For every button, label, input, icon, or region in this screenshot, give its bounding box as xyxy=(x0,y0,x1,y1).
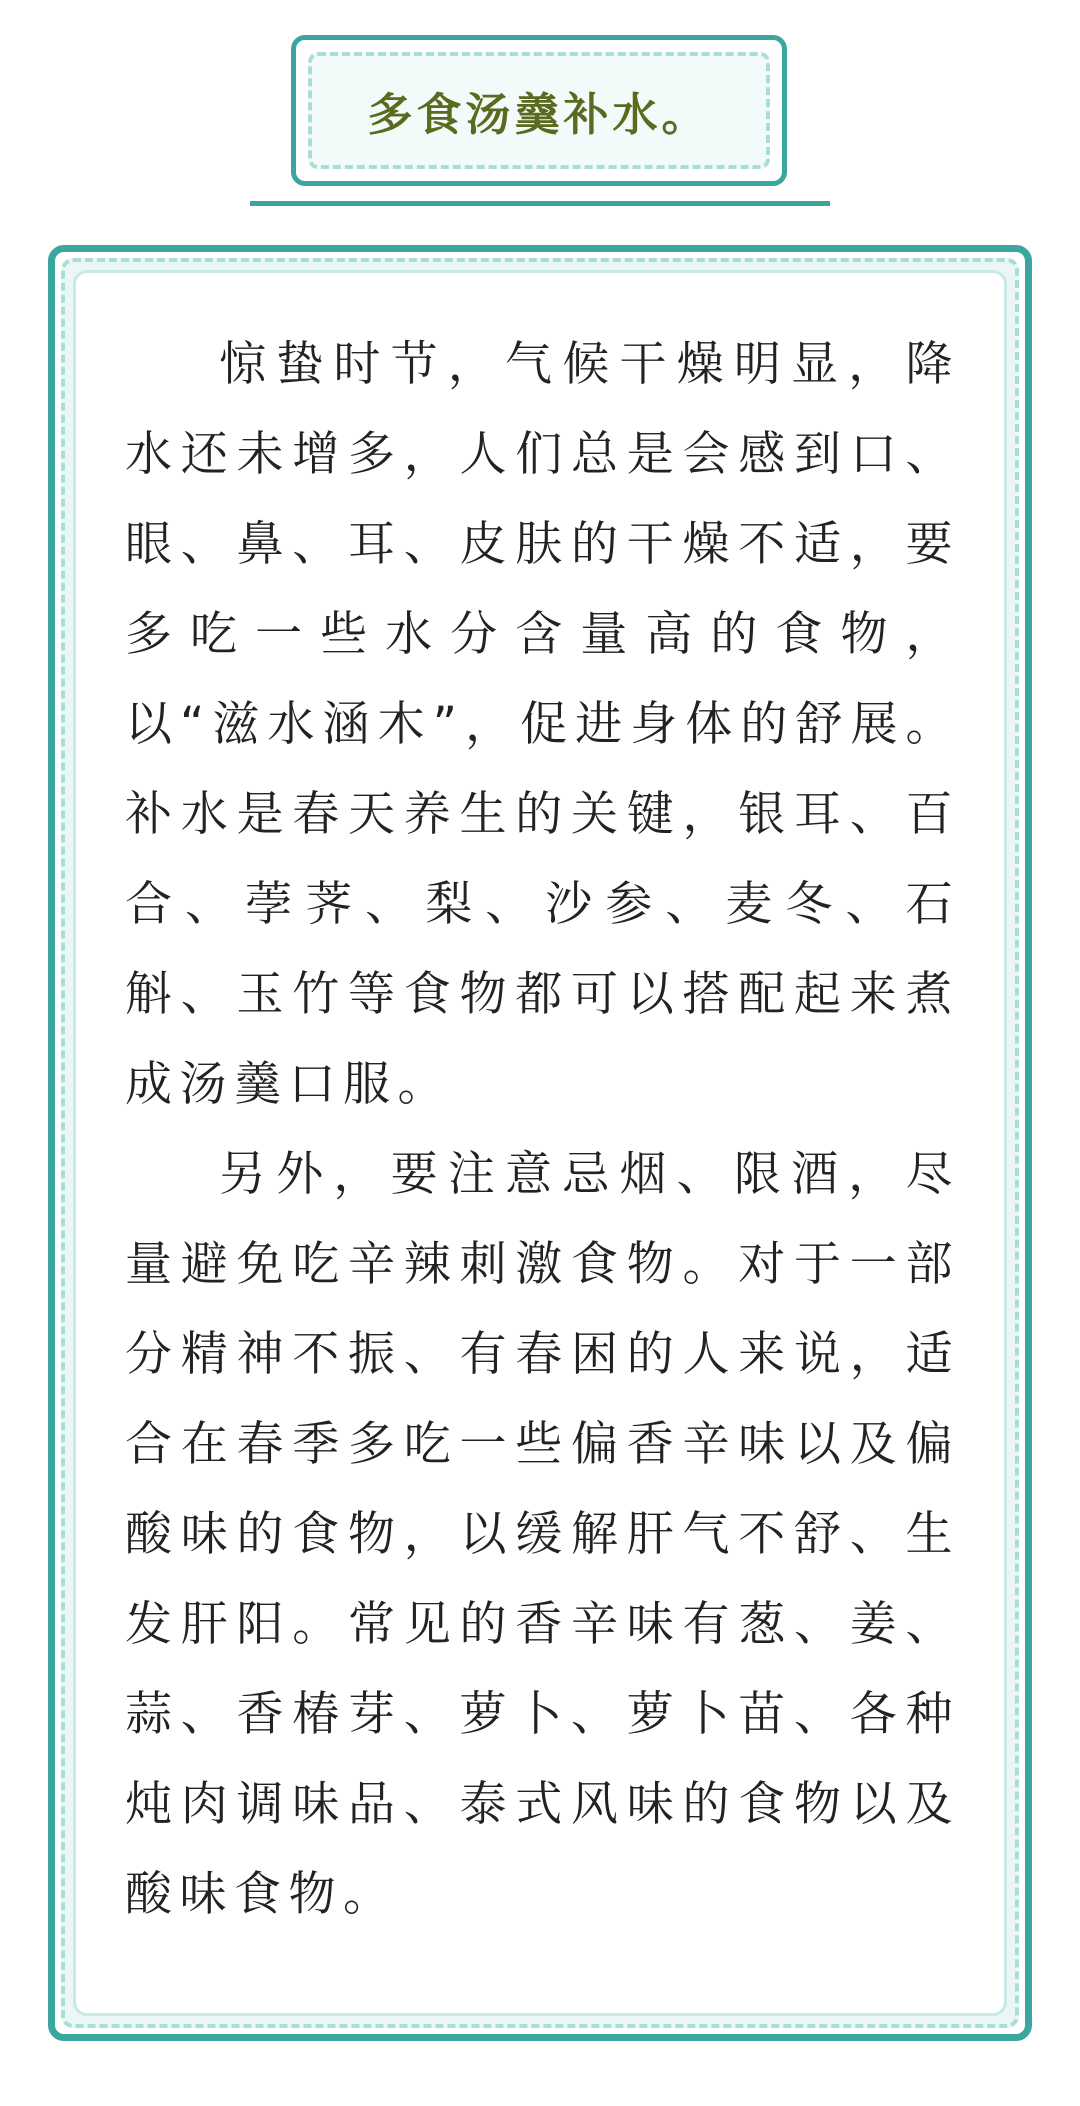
title-underline xyxy=(250,201,830,206)
article-body xyxy=(125,320,960,1940)
section-title: 多食汤羹补水。 xyxy=(367,88,711,141)
article-paragraph-1: 惊蛰时节，气候干燥明显，降水还未增多，人们总是会感到口、眼、鼻、耳、皮肤的干燥不适，要多吃一些水分含量高的食物，以“滋水涵木”，促进身体的舒展。补水是春天养生的关键，银耳、百合、荸荠、梨、沙参、麦冬、石斛、玉竹等食物都可以搭配起来煮成汤羹口服。 xyxy=(125,337,960,1112)
title-box xyxy=(291,35,787,186)
title-box-inner xyxy=(308,52,770,169)
article-paragraph-2: 另外，要注意忌烟、限酒，尽量避免吃辛辣刺激食物。对于一部分精神不振、有春困的人来说，适合在春季多吃一些偏香辛味以及偏酸味的食物，以缓解肝气不舒、生发肝阳。常见的香辛味有葱、姜、蒜、香椿芽、萝卜、萝卜苗、各种炖肉调味品、泰式风味的食物以及酸味食物。 xyxy=(125,1147,960,1922)
